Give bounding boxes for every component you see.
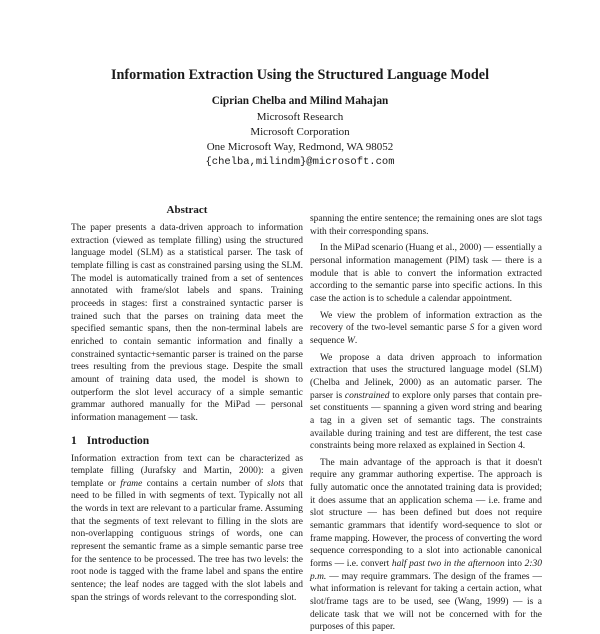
right-column: [310, 213, 542, 634]
intro-p1-a: Information extraction from text can be characterized as template filling (Jurafsky and Martin, 2000): a given template or: [71, 453, 303, 489]
advantage-paragraph: [310, 457, 542, 634]
view-b: for a given word sequence: [310, 323, 542, 346]
intro-p1-b: contains a certain number of: [142, 478, 268, 489]
abstract-heading: Abstract: [166, 204, 208, 216]
intro-p1-slots: slots: [267, 478, 285, 489]
author-email: {chelba,milindm}@microsoft.com: [205, 156, 395, 168]
paper-title: Information Extraction Using the Structured Language Model: [110, 67, 490, 83]
adv-c: — may require grammars. The design of the frames — what information is relevant for taking a certain action, what slot/frame tags are to be used, see (Wang, 1999) — is a delicate task that we will not be concerned with for the purposes of this paper.: [310, 571, 542, 633]
adv-b: into: [504, 559, 525, 570]
continued-paragraph: spanning the entire sentence; the remaining ones are slot tags with their corresponding spans.: [310, 214, 542, 237]
affiliation-line-1: Microsoft Research: [256, 111, 344, 123]
view-c: .: [354, 335, 358, 346]
section-heading-introduction: [71, 435, 303, 447]
proposal-paragraph: [310, 352, 542, 453]
affiliation-line-2: Microsoft Corporation: [250, 126, 350, 138]
adv-half-past: half past two in the afternoon: [391, 559, 505, 570]
left-column: [71, 204, 303, 604]
abstract-text: The paper presents a data-driven approach to information extraction (viewed as template filling) using the structured language model (SLM) as a statistical parser. The task of template filling is cast as constrained parsing using the SLM. The model is automatically trained from a set of sentences annotated with frame/slot labels and spans. Training proceeds in stages: first a constrained syntactic parser is trained such that the parses on training data meet the specified semantic spans, then the non-terminal labels are enriched to contain semantic information and finally a constrained syntactic+semantic parser is trained on the parse trees resulting from the previous stage. Despite the small amount of training data used, the model is shown to outperform the slot level accuracy of a simple semantic grammar authored manually for the MiPad — personal information management — task.: [71, 223, 303, 423]
propose-a: We propose a data driven approach to information extraction that uses the structured language model (SLM) (Chelba and Jelinek, 2000) as an automatic parser. The parser is: [310, 352, 542, 401]
view-s: S: [469, 323, 475, 334]
adv-a: The main advantage of the approach is that it doesn't require any grammar authoring expertise. The approach is fully automatic once the annotated training data is provided; it does assume that an application schema — i.e. frame and slot structure — has been defined but does not require semantic grammars that identify word-sequence to slot or frame mapping. However, the process of converting the word sequence corresponding to a slot into actionable canonical forms — i.e. convert: [310, 457, 542, 570]
section-title: Introduction: [86, 434, 150, 447]
section-number: 1: [71, 434, 77, 447]
paper-authors: Ciprian Chelba and Milind Mahajan: [211, 95, 389, 107]
intro-p1-c: that need to be filled in with segments of text. Typically not all the words in text are relevant to a particular frame. Assuming that the segments of text relevant to filling in the slots are non-overlapping contiguous strings of words, one can represent the semantic frame as a simple semantic parse tree for the sentence to be processed. The tree has two levels: the root node is tagged with the frame label and spans the entire sentence; the leaf nodes are tagged with the slot labels and span the strings of words relevant to the corresponding slot.: [71, 478, 304, 603]
view-a: We view the problem of information extraction as the recovery of the two-level semantic parse: [310, 310, 542, 334]
view-w: W: [346, 335, 355, 346]
mipad-paragraph: In the MiPad scenario (Huang et al., 2000) — essentially a personal information management (PIM) task — there is a module that is able to convert the information extracted according to the semantic parse into specific actions. In this case the action is to schedule a calendar appointment.: [310, 243, 542, 304]
propose-constrained: constrained: [344, 390, 390, 401]
intro-paragraph-1: [71, 453, 303, 605]
affiliation-line-3: One Microsoft Way, Redmond, WA 98052: [206, 141, 394, 153]
problem-view-paragraph: [310, 310, 542, 348]
propose-b: to explore only parses that contain pre-set constituents — spanning a given word string and bearing a tag in a given set of semantic tags. The constraints available during training and test are different, the test case constraints being more relaxed as explained in Section 4.: [310, 390, 543, 452]
intro-p1-frame: frame: [120, 478, 143, 489]
adv-time: 2:30 p.m.: [310, 559, 542, 582]
